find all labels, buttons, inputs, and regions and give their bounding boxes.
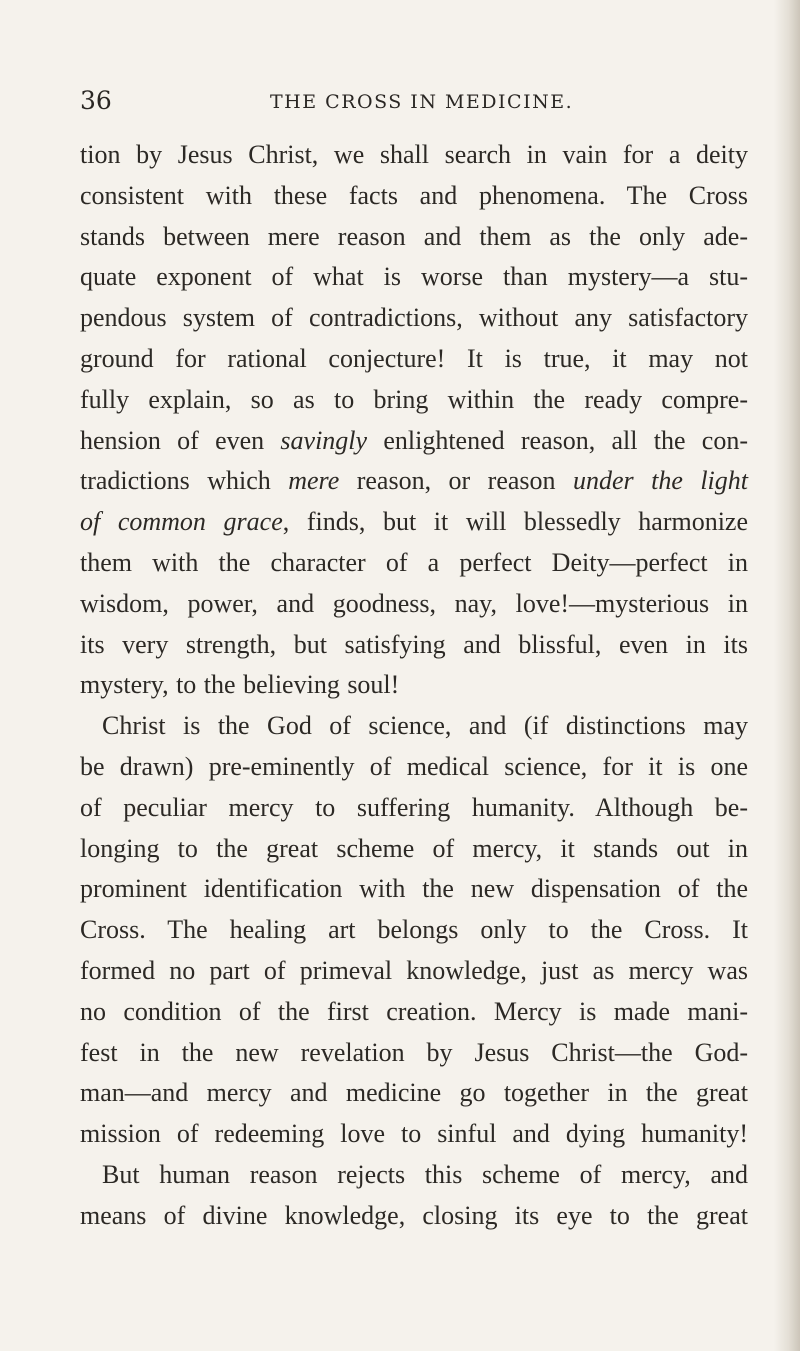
text-line (80, 461, 748, 502)
text-line: wisdom, power, and goodness, nay, love!—mysterious in (80, 588, 748, 618)
text-run: tradictions which (80, 466, 289, 496)
text-line (80, 502, 748, 543)
page-number: 36 (80, 86, 112, 115)
text-line: its very strength, but satisfying and blissful, even in its (80, 629, 748, 659)
text-line: Christ is the God of science, and (if distinctions may (102, 711, 748, 741)
text-line: no condition of the first creation. Mercy is made mani- (80, 996, 748, 1026)
text-line: man—and mercy and medicine go together in the great (80, 1078, 748, 1108)
page-edge-shadow (774, 0, 800, 1351)
running-title: THE CROSS IN MEDICINE. (270, 91, 574, 113)
body-text (80, 135, 748, 1237)
text-run: enlightened reason, all the con- (367, 425, 748, 455)
italic-run: mere (288, 466, 340, 496)
text-line: quate exponent of what is worse than mystery—a stu- (80, 262, 748, 292)
text-line (80, 421, 748, 462)
text-run: hension of even (80, 425, 281, 455)
text-line: longing to the great scheme of mercy, it stands out in (80, 833, 748, 863)
text-line: But human reason rejects this scheme of mercy, and (102, 1159, 748, 1189)
text-line: tion by Jesus Christ, we shall search in vain for a deity (80, 140, 748, 169)
text-line: mystery, to the believing soul! (80, 670, 400, 700)
text-line: fest in the new revelation by Jesus Christ—the God- (80, 1037, 748, 1067)
text-line: mission of redeeming love to sinful and dying humanity! (80, 1119, 748, 1149)
italic-run: under the light (572, 466, 749, 496)
italic-run: savingly (280, 425, 368, 455)
text-line: consistent with these facts and phenomena. The Cross (80, 180, 748, 210)
text-line: them with the character of a perfect Deity—perfect in (80, 547, 748, 577)
text-line: Cross. The healing art belongs only to the Cross. It (80, 915, 748, 945)
text-line: of peculiar mercy to suffering humanity. Although be- (80, 792, 748, 822)
text-run: , finds, but it will blessedly harmonize (282, 507, 748, 537)
text-line: fully explain, so as to bring within the ready compre- (80, 384, 748, 414)
running-head (80, 86, 730, 116)
text-line: formed no part of primeval knowledge, just as mercy was (80, 955, 748, 985)
text-line: ground for rational conjecture! It is true, it may not (80, 343, 748, 373)
text-line: be drawn) pre-eminently of medical science, for it is one (80, 751, 748, 781)
text-line: prominent identification with the new dispensation of the (80, 874, 748, 904)
text-line: stands between mere reason and them as the only ade- (80, 221, 748, 251)
text-run: reason, or reason (339, 466, 573, 496)
text-line: means of divine knowledge, closing its eye to the great (80, 1200, 748, 1230)
text-line: pendous system of contradictions, without any satisfactory (80, 303, 748, 333)
italic-run: of common grace (80, 507, 283, 537)
